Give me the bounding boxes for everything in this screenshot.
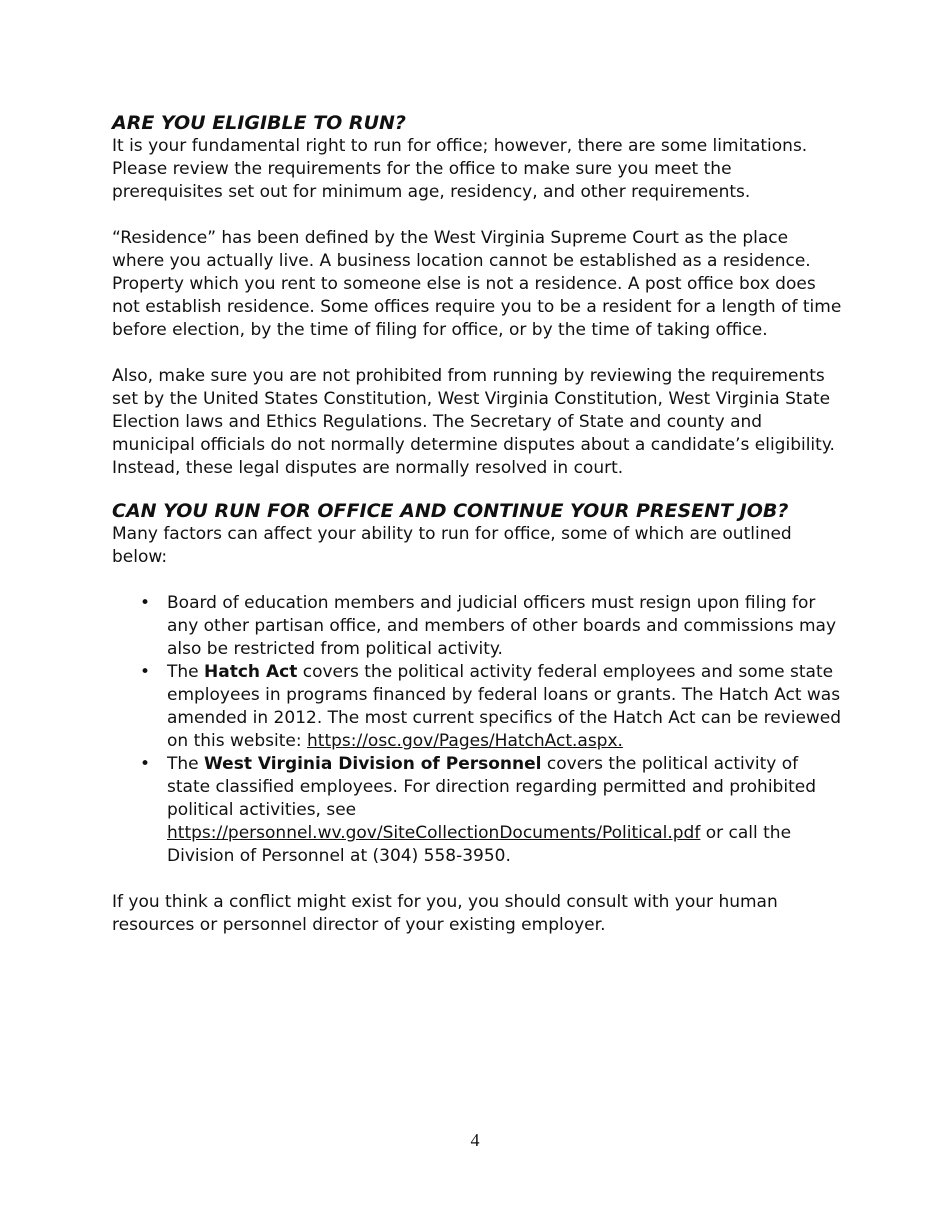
hatch-act-text: covers the political activity federal employees and some state employees in programs financed by federal loans or grants. The Hatch Act was amended in 2012. The most current specifics of the Hatch Act can be reviewed on this website: [167,662,842,751]
bullet-prefix: The [167,662,205,682]
division-of-personnel-contact: or call the Division of Personnel at (304) 558-3950. [167,823,792,866]
page-number: 4 [470,1130,480,1150]
bullet-prefix: The [167,754,205,774]
residence-paragraph: “Residence” has been defined by the West Virginia Supreme Court as the place where you actually live. A business location cannot be established as a residence. Property which you rent to someone else is not a residence. A post office box does not establish residence. Some offices require you to be a resident for a length of time before election, by the time of filing for office, or by the time of taking office. [112,228,842,340]
present-job-heading: CAN YOU RUN FOR OFFICE AND CONTINUE YOUR PRESENT JOB? [112,500,789,522]
list-item [167,661,842,753]
factors-intro: Many factors can affect your ability to run for office, some of which are outlined below: [112,524,792,567]
division-of-personnel-text: covers the political activity of state classified employees. For direction regarding permitted and prohibited political activities, see [167,754,816,820]
list-item [167,753,842,868]
division-of-personnel-term: West Virginia Division of Personnel [204,754,542,774]
prohibition-paragraph: Also, make sure you are not prohibited from running by reviewing the requirements set by the United States Constitution, West Virginia Constitution, West Virginia State Election laws and Ethics Regulations. The Secretary of State and county and municipal officials do not normally determine disputes about a candidate’s eligibility. Instead, these legal disputes are normally resolved in court. [112,366,835,478]
closing-paragraph: If you think a conflict might exist for you, you should consult with your human resources or personnel director of your existing employer. [112,892,778,935]
factors-list [112,592,842,868]
hatch-act-link[interactable]: https://osc.gov/Pages/HatchAct.aspx. [307,731,623,751]
bullet-board-of-education: Board of education members and judicial officers must resign upon filing for any other partisan office, and members of other boards and commissions may also be restricted from political activity. [167,593,837,659]
hatch-act-term: Hatch Act [204,662,298,682]
list-item [167,592,842,661]
personnel-political-link[interactable]: https://personnel.wv.gov/SiteCollectionDocuments/Political.pdf [167,823,701,843]
eligibility-paragraph-1: It is your fundamental right to run for office; however, there are some limitations. Please review the requirements for the office to make sure you meet the prerequisites set out for minimum age, residency, and other requirements. [112,136,808,202]
eligibility-heading: ARE YOU ELIGIBLE TO RUN? [112,112,406,134]
document-page [112,112,842,937]
